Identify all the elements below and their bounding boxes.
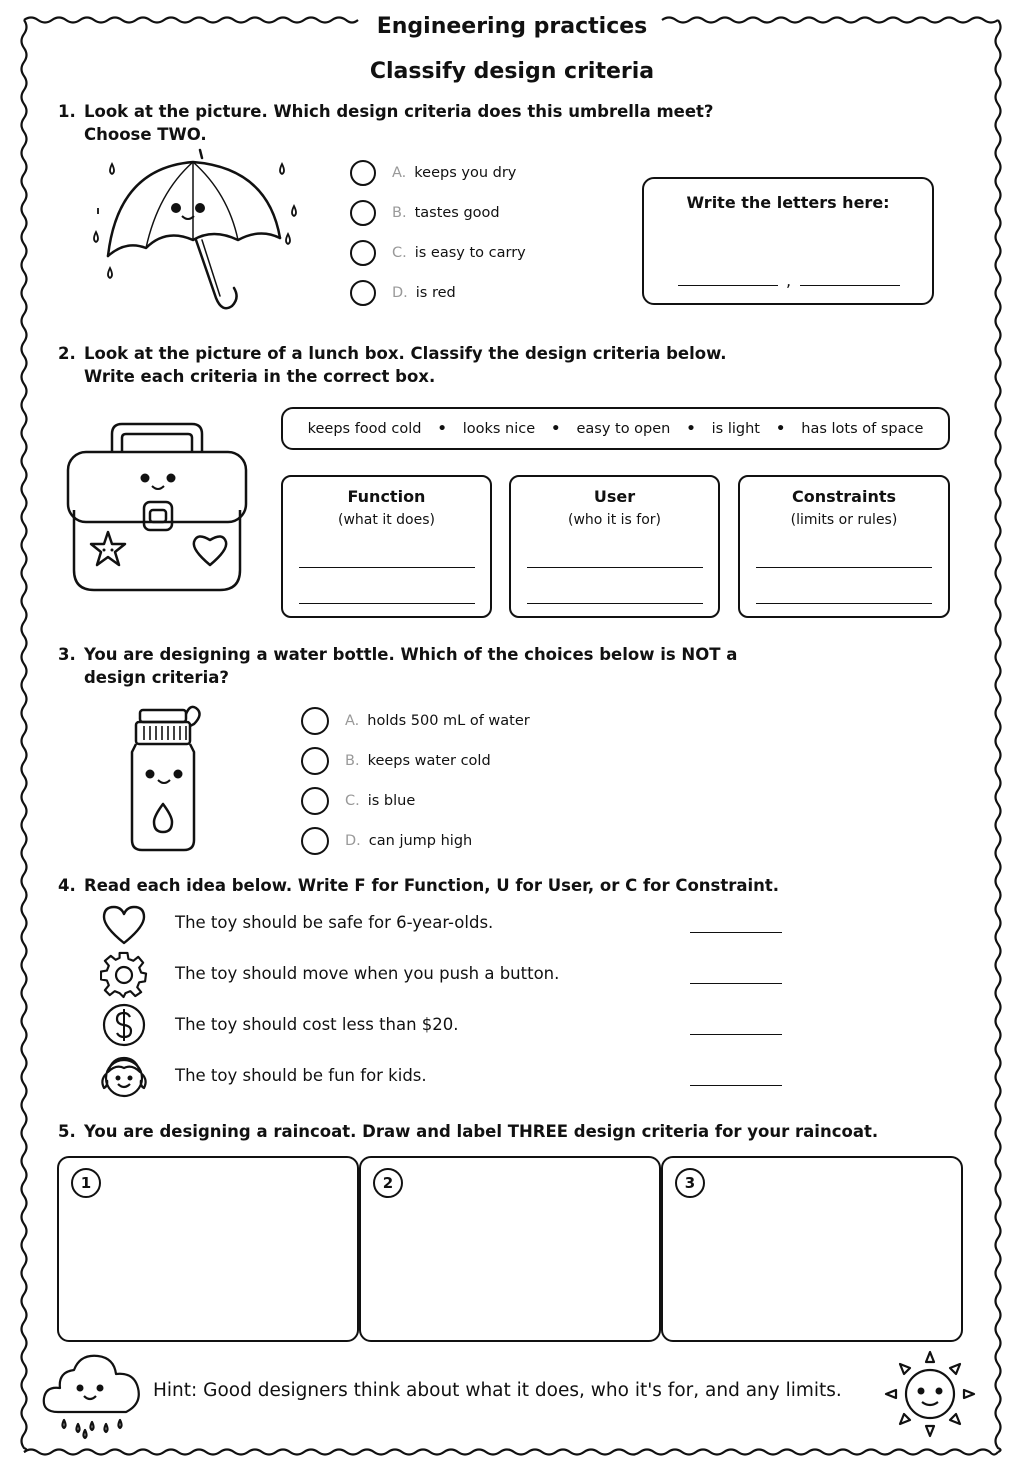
option-letter: A. [392,165,407,181]
question-2 [58,342,727,388]
category-box-constraints [738,475,950,618]
sun-icon [880,1348,980,1440]
option-text: is easy to carry [414,245,526,261]
category-subtitle: (who it is for) [568,512,661,528]
option-b[interactable] [301,747,491,775]
box-number: 2 [373,1168,403,1198]
question-number: 4. [58,876,76,895]
option-letter: D. [392,285,408,301]
answer-separator: , [786,271,792,290]
drawing-box-3[interactable] [661,1156,963,1342]
radio-circle[interactable] [301,707,329,735]
word-bank-item: keeps food cold [307,420,422,437]
category-title: User [593,487,636,506]
question-text: You are designing a raincoat. Draw and label THREE design criteria for your raincoat. [84,1122,879,1141]
drawing-box-1[interactable] [57,1156,359,1342]
category-subtitle: (what it does) [338,512,435,528]
radio-circle[interactable] [350,240,376,266]
answer-line[interactable] [756,567,932,568]
option-letter: B. [392,205,407,221]
answer-blank[interactable] [690,932,782,933]
radio-circle[interactable] [350,160,376,186]
heart-icon [100,903,148,947]
question-number: 3. [58,645,76,664]
question-text: Write each criteria in the correct box. [84,367,436,386]
radio-circle[interactable] [301,747,329,775]
child-face-icon [98,1052,150,1100]
option-text: can jump high [368,833,473,849]
option-letter: C. [345,793,360,809]
option-c[interactable] [350,240,526,266]
category-box-function [281,475,492,618]
question-text: Look at the picture of a lunch box. Classify the design criteria below. [84,344,727,363]
answer-line[interactable] [756,603,932,604]
question-text: design criteria? [84,668,229,687]
option-text: is blue [367,793,416,809]
option-d[interactable] [350,280,456,306]
category-title: Function [347,487,426,506]
option-letter: B. [345,753,360,769]
option-text: keeps water cold [367,753,491,769]
radio-circle[interactable] [350,200,376,226]
lunch-box-illustration [64,420,250,596]
word-bank-item: looks nice [462,420,536,437]
bullet-separator: • [775,420,786,437]
radio-circle[interactable] [350,280,376,306]
answer-blank[interactable] [690,1085,782,1086]
word-bank-item: easy to open [576,420,671,437]
question-text: Look at the picture. Which design criteria does this umbrella meet? [84,102,714,121]
bullet-separator: • [551,420,561,437]
option-a[interactable] [350,160,516,186]
question-4 [58,874,779,897]
option-letter: C. [392,245,407,261]
box-number: 3 [675,1168,705,1198]
page-title: Engineering practices [376,14,648,39]
option-text: keeps you dry [414,165,517,181]
option-text: is red [415,285,456,301]
answer-blank[interactable] [690,1034,782,1035]
category-box-user [509,475,720,618]
category-subtitle: (limits or rules) [790,512,898,528]
option-b[interactable] [350,200,500,226]
idea-text: The toy should be safe for 6-year-olds. [175,913,494,932]
option-a[interactable] [301,707,530,735]
idea-text: The toy should move when you push a button. [175,964,560,983]
question-number: 5. [58,1122,76,1141]
answer-blank-2[interactable] [800,285,900,286]
answer-blank[interactable] [690,983,782,984]
drawing-box-2[interactable] [359,1156,661,1342]
answer-line[interactable] [299,603,475,604]
option-c[interactable] [301,787,415,815]
option-letter: A. [345,713,360,729]
answer-box-label: Write the letters here: [686,193,890,212]
box-number: 1 [71,1168,101,1198]
water-bottle-illustration [124,702,208,854]
gear-icon [100,951,148,999]
option-d[interactable] [301,827,472,855]
question-text: Choose TWO. [84,125,207,144]
page-subtitle: Classify design criteria [369,59,655,84]
option-text: holds 500 mL of water [367,713,530,729]
word-bank-item: has lots of space [801,420,924,437]
answer-box [642,177,934,305]
option-text: tastes good [414,205,500,221]
question-1 [58,100,714,146]
idea-text: The toy should be fun for kids. [175,1066,427,1085]
hint-text: Hint: Good designers think about what it does, who it's for, and any limits. [153,1380,842,1401]
question-text: Read each idea below. Write F for Function, U for User, or C for Constraint. [84,876,780,895]
umbrella-illustration [88,148,318,323]
answer-blank-1[interactable] [678,285,778,286]
bullet-separator: • [686,420,696,437]
word-bank [281,407,950,450]
radio-circle[interactable] [301,827,329,855]
bullet-separator: • [437,420,447,437]
question-number: 1. [58,102,76,121]
answer-line[interactable] [527,567,703,568]
idea-text: The toy should cost less than $20. [175,1015,459,1034]
answer-line[interactable] [527,603,703,604]
dollar-icon [102,1003,146,1047]
radio-circle[interactable] [301,787,329,815]
question-text: You are designing a water bottle. Which of the choices below is NOT a [84,645,738,664]
answer-line[interactable] [299,567,475,568]
category-title: Constraints [791,487,897,506]
question-number: 2. [58,344,76,363]
rain-cloud-icon [40,1350,144,1442]
question-5 [58,1120,878,1143]
question-3 [58,643,737,689]
word-bank-item: is light [711,420,760,437]
option-letter: D. [345,833,361,849]
